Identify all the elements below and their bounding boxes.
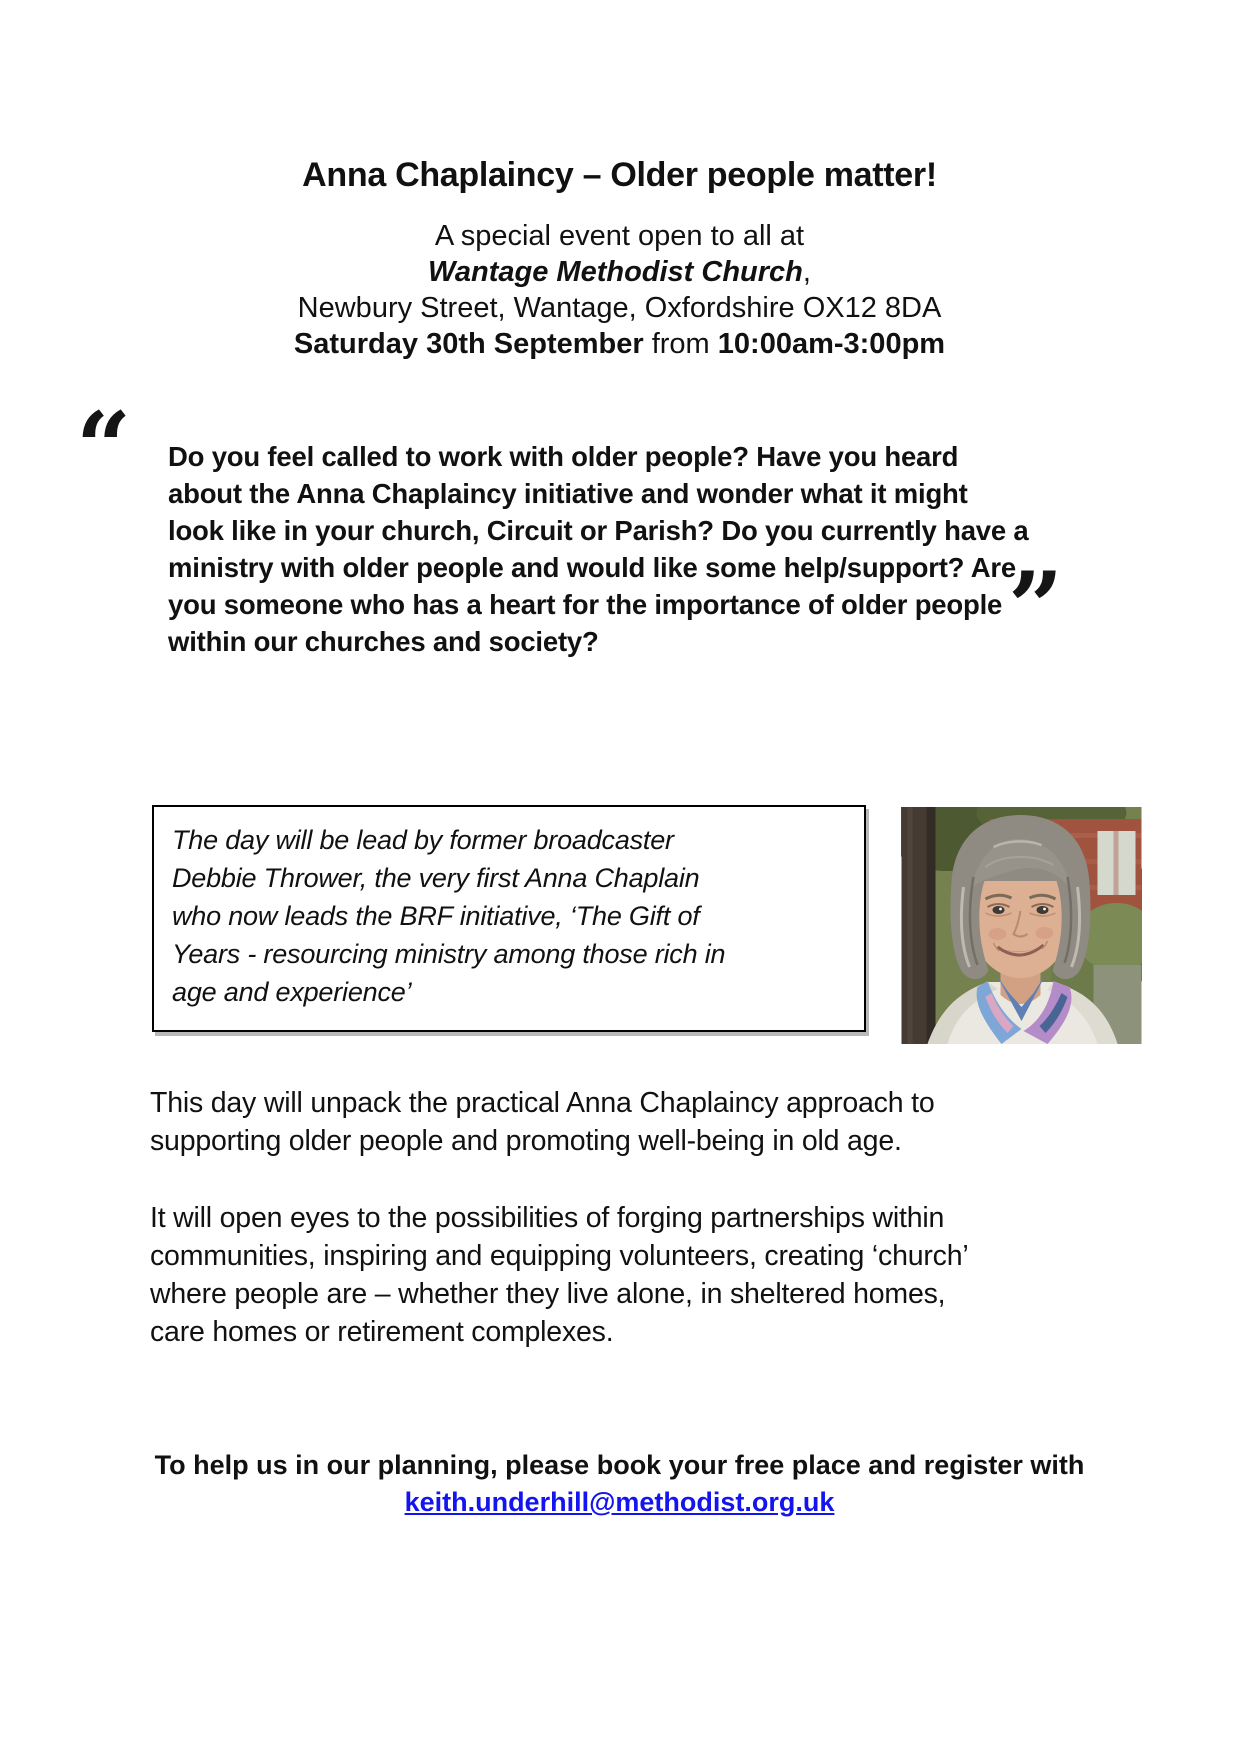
- quote-line: you someone who has a heart for the importance of older people: [168, 589, 1003, 620]
- paragraph-line: communities, inspiring and equipping volunteers, creating ‘church’: [150, 1240, 969, 1272]
- quote-line: ministry with older people and would like some help/support? Are: [168, 552, 1016, 583]
- open-quote-icon: “: [76, 391, 132, 504]
- venue-name: Wantage Methodist Church: [428, 256, 803, 288]
- page-title: Anna Chaplaincy – Older people matter!: [302, 156, 937, 194]
- speaker-box-line: Years - resourcing ministry among those rich in: [172, 939, 726, 969]
- quote-line: about the Anna Chaplaincy initiative and wonder what it might: [168, 478, 968, 509]
- speaker-photo: [901, 807, 1142, 1044]
- quote-line: Do you feel called to work with older people? Have you heard: [168, 441, 959, 472]
- paragraph-line: care homes or retirement complexes.: [150, 1316, 614, 1348]
- body-paragraph-1: [150, 1084, 934, 1160]
- quote-line: within our churches and society?: [168, 626, 599, 657]
- speaker-box-line: who now leads the BRF initiative, ‘The Gift of: [172, 901, 700, 931]
- event-intro-line: A special event open to all at: [434, 220, 805, 252]
- date-line: [0, 326, 1239, 362]
- event-time: 10:00am-3:00pm: [717, 328, 946, 360]
- paragraph-line: supporting older people and promoting well-being in old age.: [150, 1125, 902, 1157]
- paragraph-line: This day will unpack the practical Anna Chaplaincy approach to: [150, 1087, 935, 1119]
- date-connector: from: [643, 328, 718, 360]
- portrait-illustration: [901, 807, 1142, 1044]
- paragraph-line: It will open eyes to the possibilities of forging partnerships within: [150, 1202, 945, 1234]
- paragraph-line: where people are – whether they live alone, in sheltered homes,: [150, 1278, 946, 1310]
- pull-quote: [168, 438, 1029, 660]
- quote-line: look like in your church, Circuit or Parish? Do you currently have a: [168, 515, 1029, 546]
- speaker-box-line: Debbie Thrower, the very first Anna Chaplain: [172, 863, 700, 893]
- body-paragraph-2: [150, 1199, 969, 1351]
- email-link[interactable]: keith.underhill@methodist.org.uk: [404, 1487, 835, 1517]
- close-quote-icon: ”: [1008, 551, 1064, 664]
- address-line: Newbury Street, Wantage, Oxfordshire OX12 8DA: [297, 292, 942, 324]
- speaker-box-line: The day will be lead by former broadcaster: [172, 825, 674, 855]
- event-date: Saturday 30th September: [293, 328, 644, 360]
- registration-text: To help us in our planning, please book your free place and register with: [154, 1450, 1085, 1480]
- venue-comma: ,: [802, 256, 811, 288]
- speaker-description-box: [152, 805, 866, 1032]
- speaker-box-line: age and experience’: [172, 977, 412, 1007]
- venue-line: [0, 254, 1239, 290]
- registration-email-row: [0, 1487, 1239, 1518]
